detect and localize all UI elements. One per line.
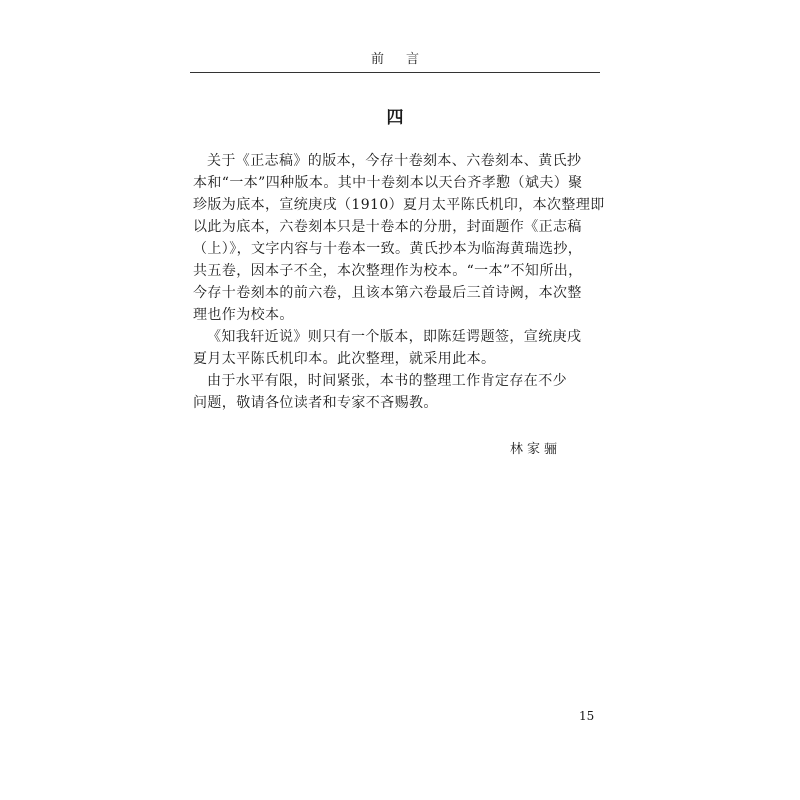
paragraph-editions [193, 150, 605, 326]
body-text [193, 150, 605, 414]
text-line: 《知我轩近说》则只有一个版本，即陈廷谔题签，宣统庚戌 [207, 329, 582, 345]
text-line: 关于《正志稿》的版本，今存十卷刻本、六卷刻本、黄氏抄 [207, 153, 582, 169]
text-line: （上）》，文字内容与十卷本一致。黄氏抄本为临海黄瑞选抄， [193, 241, 583, 257]
text-line: 夏月太平陈氏机印本。此次整理，就采用此本。 [193, 351, 496, 367]
text-line: 由于水平有限，时间紧张，本书的整理工作肯定存在不少 [207, 373, 567, 389]
text-line: 理也作为校本。 [193, 307, 294, 323]
running-header-title: 前言 [370, 52, 441, 67]
text-line: 问题，敬请各位读者和专家不吝赐教。 [193, 395, 438, 411]
text-line: 珍版为底本，宣统庚戌（1910）夏月太平陈氏机印，本次整理即 [193, 197, 605, 213]
text-line: 本和“一本”四种版本。其中十卷刻本以天台齐孝懃（斌夫）聚 [193, 175, 583, 191]
page-number: 15 [579, 709, 595, 723]
paragraph-zhiwoxuan [193, 326, 600, 370]
text-line: 今存十卷刻本的前六卷，且该本第六卷最后三首诗阙，本次整 [193, 285, 582, 301]
text-line: 以此为底本，六卷刻本只是十卷本的分册，封面题作《正志稿 [193, 219, 582, 235]
author-signature: 林家骊 [510, 442, 562, 457]
running-header [190, 50, 600, 73]
paragraph-closing [193, 370, 600, 414]
text-line: 共五卷，因本子不全，本次整理作为校本。“一本”不知所出， [193, 263, 583, 279]
section-heading: 四 [386, 108, 404, 128]
